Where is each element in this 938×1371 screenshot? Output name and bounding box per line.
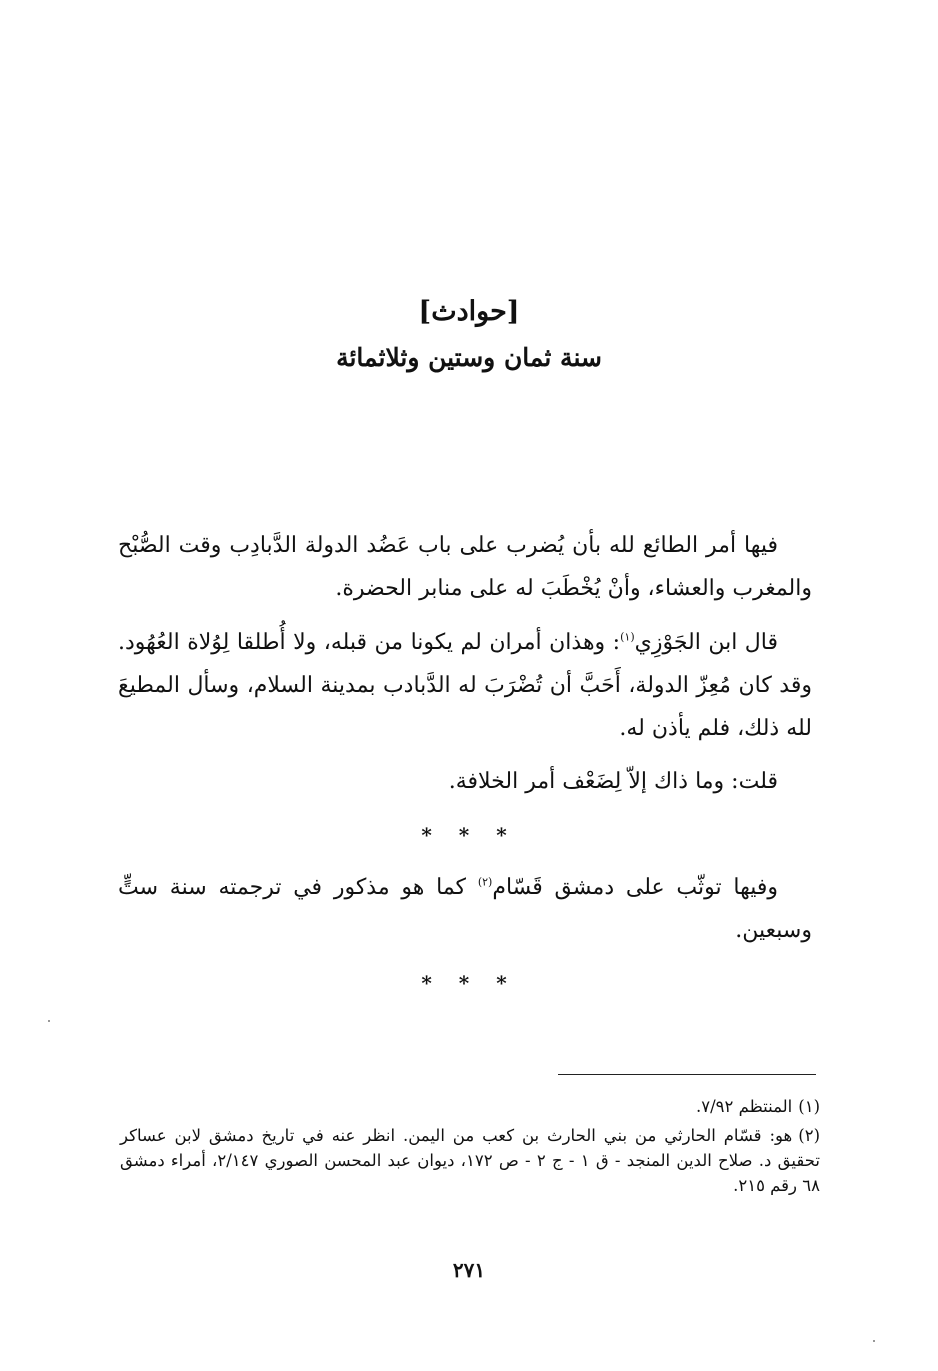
asterisk-separator-1: * * * (421, 823, 517, 847)
footnote-ref-1[interactable]: (١) (620, 630, 635, 644)
scan-speck (873, 1340, 875, 1342)
footnotes (120, 1094, 820, 1202)
paragraph-4-rest: كما هو مذكور في ترجمته سنة ستٍّ وسبعين. (118, 875, 812, 943)
paragraph-2-lead: قال ابن الجَوْزِي (634, 630, 778, 655)
footnote-ref-2[interactable]: (٢) (477, 875, 493, 889)
footnote-2 (120, 1123, 820, 1198)
paragraph-4-lead: وفيها توثّب على دمشق قَسّام (492, 875, 779, 900)
paragraph-2-rest: : وهذان أمران لم يكونا من قبله، ولا أُطلقا لِوُلاة العُهُود. وقد كان مُعِزّ الدولة، أَحَبَّ أن تُضْرَبَ له الدَّبادب بمدينة السلام، وسأل المطيعَ لله ذلك، فلم يأذن له. (118, 630, 812, 741)
page-number: ٢٧١ (452, 1258, 486, 1282)
footnote-1-text: المنتظم ٧/٩٢. (695, 1097, 793, 1116)
footnote-divider (558, 1074, 816, 1075)
year-title: سنة ثمان وستين وثلاثمائة (336, 343, 602, 372)
paragraph-1: فيها أمر الطائع لله بأن يُضرب على باب عَضُد الدولة الدَّبادِب وقت الصُّبْح والمغرب والعشاء، وأنْ يُخْطَبَ له على منابر الحضرة. (118, 533, 812, 601)
footnote-2-text: هو: قسّام الحارثي من بني الحارث بن كعب من اليمن. انظر عنه في تاريخ دمشق لابن عساكر تحقيق د. صلاح الدين المنجد - ق ١ - ج ٢ - ص ١٧٢، ديوان عبد المحسن الصوري ٢/١٤٧، أمراء دمشق ٦٨ رقم ٢١٥. (120, 1126, 820, 1195)
footnote-2-number: (٢) (798, 1126, 820, 1145)
footnote-1-number: (١) (798, 1097, 820, 1116)
footnote-1 (120, 1094, 820, 1119)
scan-speck (48, 1020, 50, 1022)
paragraph-3: قلت: وما ذاك إلاّ لِضَعْف أمر الخلافة. (448, 769, 778, 794)
paragraph-2 (118, 621, 812, 750)
asterisk-separator-2: * * * (421, 971, 517, 995)
section-label: [حوادث] (418, 296, 520, 327)
paragraph-4 (118, 866, 812, 952)
